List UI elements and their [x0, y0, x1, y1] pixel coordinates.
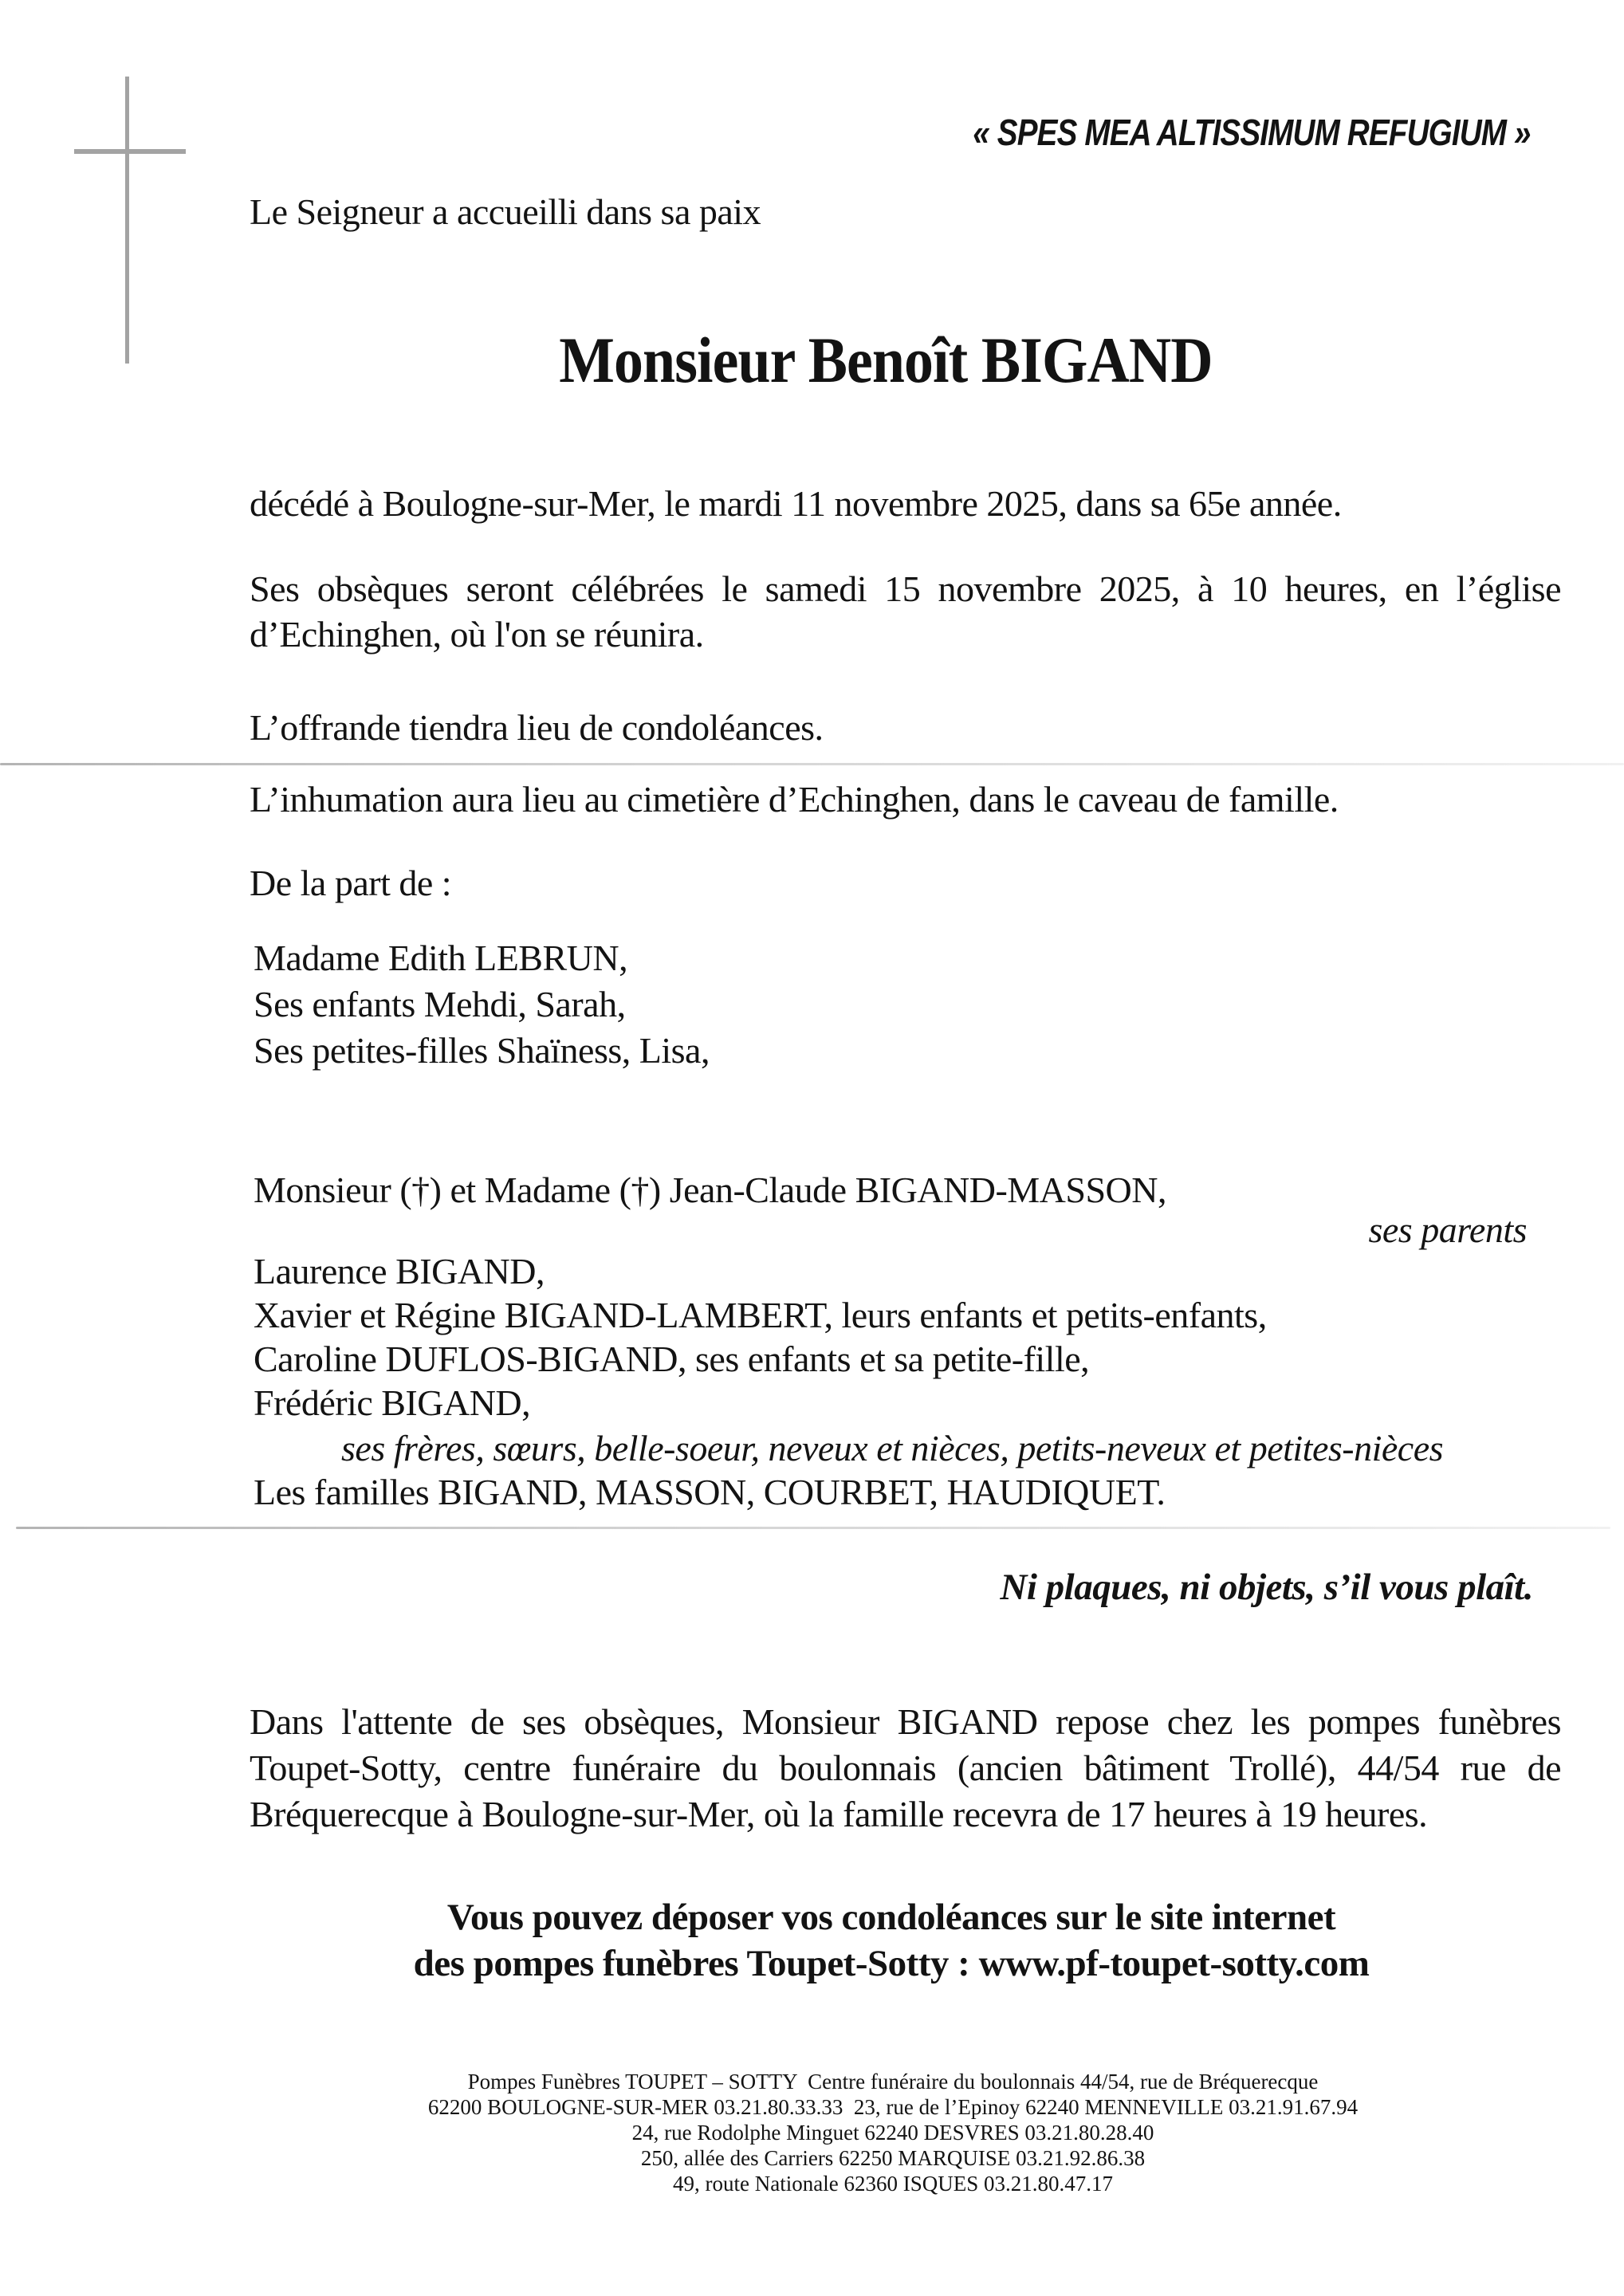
footer-address-line: 49, route Nationale 62360 ISQUES 03.21.80.47.17 — [673, 2172, 1113, 2196]
funeral-line: Ses obsèques seront célébrées le samedi 15 novembre 2025, à 10 heures, en l’église — [250, 568, 1561, 609]
funeral-line: d’Echinghen, où l'on se réunira. — [250, 614, 704, 655]
funeral-home-footer — [295, 2069, 1491, 2196]
family-member-line: Xavier et Régine BIGAND-LAMBERT, leurs enfants et petits-enfants, — [254, 1295, 1267, 1335]
scan-divider-line — [16, 1527, 1610, 1529]
latin-motto: « SPES MEA ALTISSIMUM REFUGIUM » — [973, 112, 1531, 153]
family-member-line: Ses petites-filles Shaïness, Lisa, — [254, 1030, 710, 1071]
families-line: Les familles BIGAND, MASSON, COURBET, HAUDIQUET. — [254, 1472, 1166, 1512]
footer-address-line: 250, allée des Carriers 62250 MARQUISE 03.21.92.86.38 — [640, 2146, 1146, 2170]
cross-vertical-bar — [125, 77, 129, 364]
family-section-heading: De la part de : — [250, 863, 452, 903]
cross-horizontal-bar — [74, 149, 186, 154]
memorial-cross-icon — [74, 77, 186, 364]
family-member-line: Caroline DUFLOS-BIGAND, ses enfants et sa petite-fille, — [254, 1339, 1090, 1379]
parents-line: Monsieur (†) et Madame (†) Jean-Claude BIGAND-MASSON, — [254, 1170, 1166, 1210]
offering-line: L’offrande tiendra lieu de condoléances. — [250, 707, 824, 748]
deceased-name-title: Monsieur Benoît BIGAND — [559, 324, 1213, 396]
burial-line: L’inhumation aura lieu au cimetière d’Echinghen, dans le caveau de famille. — [250, 779, 1339, 820]
footer-address-line: 62200 BOULOGNE-SUR-MER 03.21.80.33.33 23, rue de l’Epinoy 62240 MENNEVILLE 03.21.91.67.94 — [427, 2095, 1359, 2119]
parents-label: ses parents — [1368, 1209, 1527, 1250]
footer-address-line: Pompes Funèbres TOUPET – SOTTY Centre funéraire du boulonnais 44/54, rue de Bréquerecque — [467, 2070, 1319, 2094]
siblings-label: ses frères, sœurs, belle-soeur, neveux et nièces, petits-neveux et petites-nièces — [341, 1428, 1444, 1468]
repose-paragraph — [250, 1699, 1561, 1838]
death-announcement-line: décédé à Boulogne-sur-Mer, le mardi 11 novembre 2025, dans sa 65e année. — [250, 483, 1342, 524]
repose-line: Bréquerecque à Boulogne-sur-Mer, où la famille recevra de 17 heures à 19 heures. — [250, 1794, 1428, 1834]
repose-line: Toupet-Sotty, centre funéraire du boulonnais (ancien bâtiment Trollé), 44/54 rue de — [250, 1748, 1561, 1788]
family-member-line: Frédéric BIGAND, — [254, 1382, 531, 1423]
widow-family-group — [254, 935, 710, 1074]
opening-line: Le Seigneur a accueilli dans sa paix — [250, 191, 761, 232]
no-plaques-request: Ni plaques, ni objets, s’il vous plaît. — [1000, 1567, 1533, 1608]
condolences-note-line: Vous pouvez déposer vos condoléances sur le site internet — [446, 1897, 1336, 1938]
condolences-note-line: des pompes funèbres Toupet-Sotty : www.pf-toupet-sotty.com — [413, 1943, 1370, 1984]
siblings-group — [254, 1249, 1267, 1425]
footer-address-line: 24, rue Rodolphe Minguet 62240 DESVRES 03.21.80.28.40 — [631, 2121, 1154, 2145]
family-member-line: Laurence BIGAND, — [254, 1251, 545, 1292]
family-member-line: Ses enfants Mehdi, Sarah, — [254, 984, 626, 1024]
funeral-paragraph — [250, 566, 1561, 657]
family-member-line: Madame Edith LEBRUN, — [254, 938, 628, 978]
scan-divider-line — [0, 763, 1624, 765]
repose-line: Dans l'attente de ses obsèques, Monsieur BIGAND repose chez les pompes funèbres — [250, 1701, 1561, 1742]
online-condolences-note — [293, 1894, 1489, 1987]
